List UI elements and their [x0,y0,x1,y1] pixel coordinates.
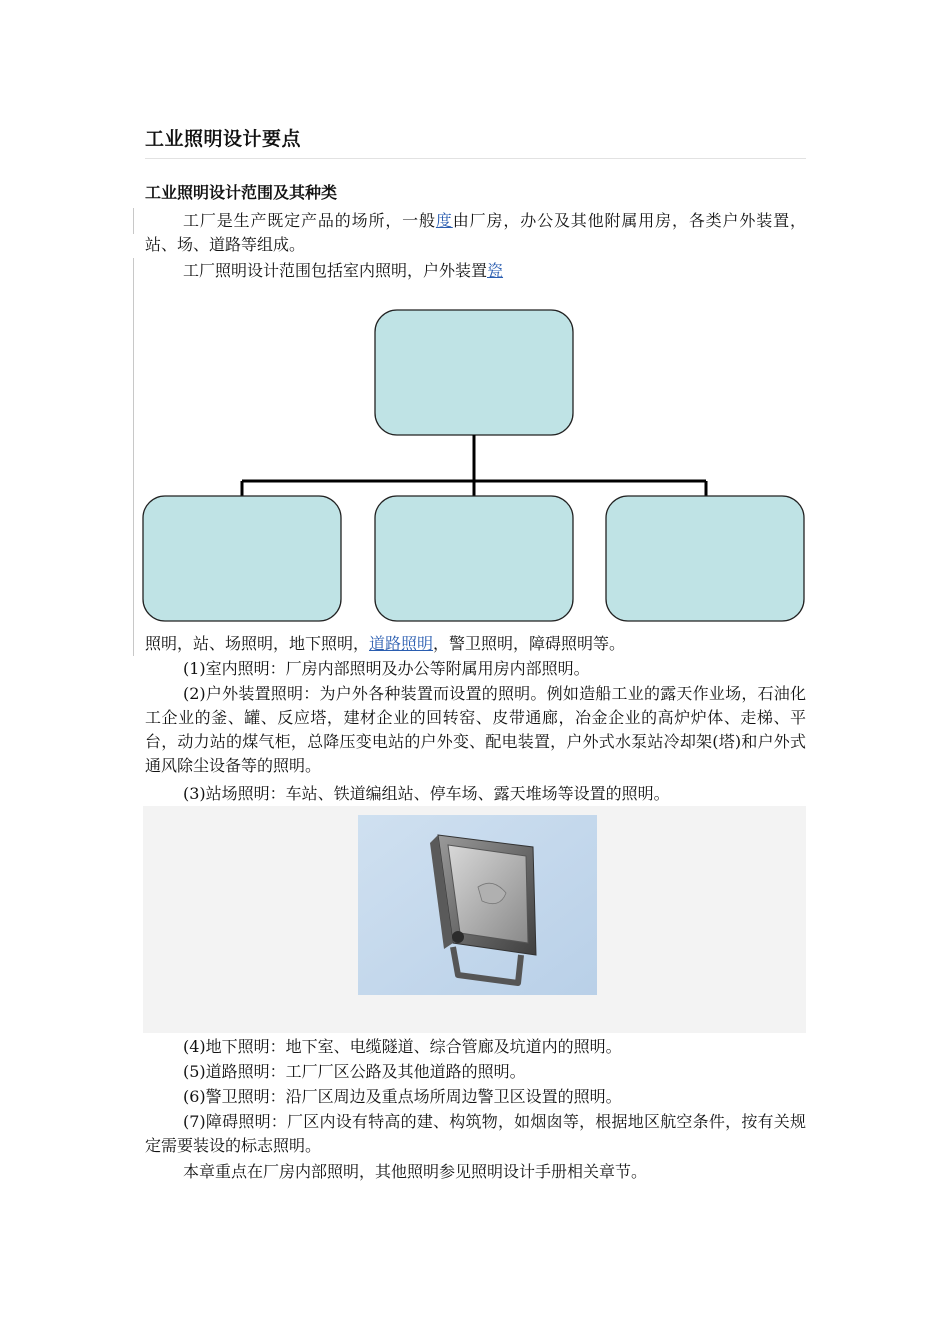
list-item-3: (3)站场照明：车站、铁道编组站、停车场、露天堆场等设置的照明。 [183,784,670,803]
org-chart-diagram [140,305,810,625]
org-chart-root-box [375,310,573,435]
list-item-6: (6)警卫照明：沿厂区周边及重点场所周边警卫区设置的照明。 [183,1087,622,1106]
org-chart-child-box [143,496,341,621]
paragraph-scope [145,259,806,283]
title-divider [145,158,806,159]
margin-bar [133,208,134,234]
inline-link[interactable]: 度 [435,211,453,230]
org-chart-child-box [606,496,804,621]
text-run: ，警卫照明，障碍照明等。 [433,634,626,653]
text-run: 工厂照明设计范围包括室内照明，户外装置 [183,261,488,280]
closing-paragraph: 本章重点在厂房内部照明，其他照明参见照明设计手册相关章节。 [183,1162,648,1181]
paragraph-types [145,632,806,656]
org-chart-child-box [375,496,573,621]
paragraph-intro [145,209,806,257]
list-item-2: (2)户外装置照明：为户外各种装置而设置的照明。例如造船工业的露天作业场，石油化工企业的釜、罐、反应塔，建材企业的回转窑、皮带通廊，冶金企业的高炉炉体、走梯、平台，动力站的煤气柜，总降压变电站的户外变、配电装置，户外式水泵站冷却架(塔)和户外式通风除尘设备等的照明。 [145,684,806,775]
margin-bar [133,258,134,656]
floodlight-photo [358,815,597,995]
page-title: 工业照明设计要点 [145,128,302,150]
list-item-5: (5)道路照明：工厂厂区公路及其他道路的照明。 [183,1062,526,1081]
text-run: 照明，站、场照明，地下照明， [145,634,370,653]
road-lighting-link[interactable]: 道路照明 [369,634,434,653]
text-run: 工厂是生产既定产品的场所，一般 [183,211,436,230]
list-item-4: (4)地下照明：地下室、电缆隧道、综合管廊及坑道内的照明。 [183,1037,622,1056]
inline-link[interactable]: 瓷 [487,261,504,280]
list-item-7: (7)障碍照明：厂区内设有特高的建、构筑物，如烟囱等，根据地区航空条件，按有关规定需要装设的标志照明。 [145,1112,806,1155]
section-heading: 工业照明设计范围及其种类 [145,183,338,202]
list-item-1: (1)室内照明：厂房内部照明及办公等附属用房内部照明。 [183,659,590,678]
text-run: 由厂房，办公及其他附属用房，各类户外装置，站、场、道路等组成。 [145,211,806,254]
